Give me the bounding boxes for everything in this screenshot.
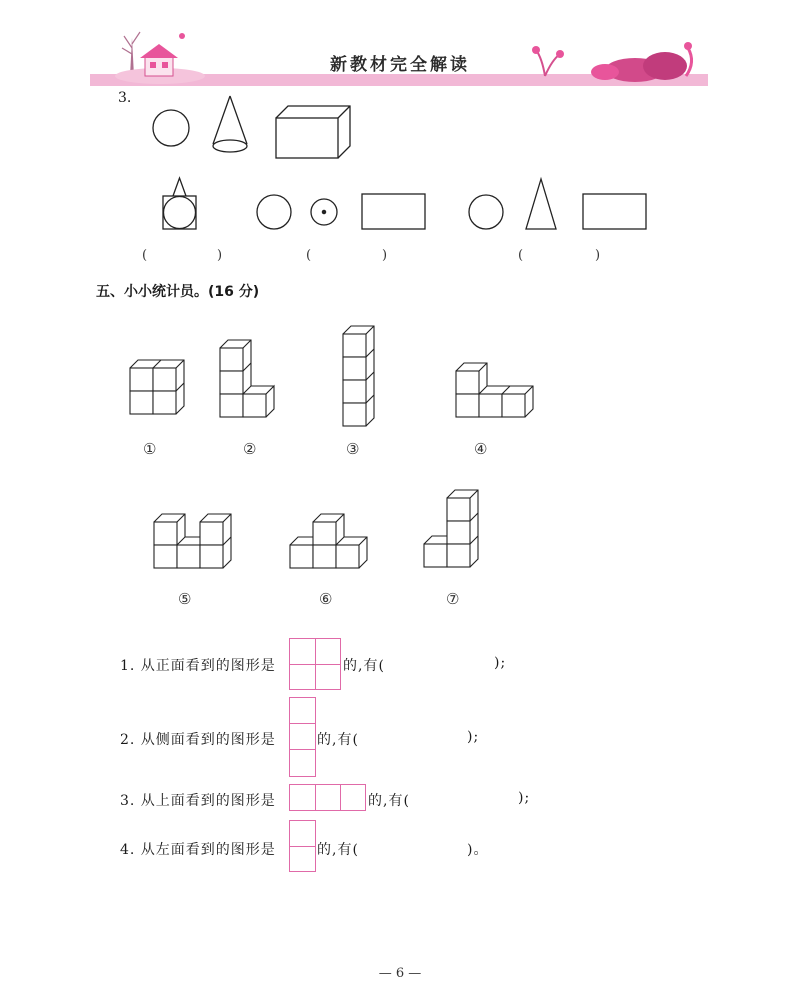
sphere-shape — [153, 110, 189, 146]
item-1-grid-2x2 — [289, 638, 341, 690]
item-3-close: ); — [518, 790, 531, 806]
figure-label-2: ② — [243, 440, 257, 458]
item-2-suffix: 的,有( — [317, 732, 359, 748]
view-group-3 — [469, 179, 646, 229]
header-title: 新教材完全解读 — [330, 55, 470, 75]
item-1-suffix: 的,有( — [343, 658, 385, 674]
figure-label-1: ① — [143, 440, 157, 458]
answer-blank-2-close: ) — [382, 248, 388, 263]
answer-blank-3-close: ) — [595, 248, 601, 263]
item-2-grid-3x1 — [289, 697, 316, 777]
question-3-number: 3. — [118, 90, 132, 106]
item-4-suffix: 的,有( — [317, 842, 359, 858]
answer-blank-2-open: ( — [306, 248, 312, 263]
cuboid-shape — [276, 106, 350, 158]
figure-label-7: ⑦ — [446, 590, 460, 608]
item-2-prefix: 2. 从侧面看到的图形是 — [120, 732, 276, 748]
figure-label-4: ④ — [474, 440, 488, 458]
cone-shape — [213, 96, 247, 152]
item-1-prefix: 1. 从正面看到的图形是 — [120, 658, 276, 674]
item-3-grid-1x3 — [289, 784, 366, 811]
cube-figures — [120, 318, 560, 618]
section-5-title: 五、小小统计员。(16 分) — [96, 284, 260, 300]
cube-figure-7 — [424, 490, 478, 567]
figure-label-5: ⑤ — [178, 590, 192, 608]
answer-blank-3-open: ( — [518, 248, 524, 263]
view-group-2 — [257, 194, 425, 229]
cube-figure-6 — [290, 514, 367, 568]
item-4-grid-2x1 — [289, 820, 316, 872]
figure-label-6: ⑥ — [319, 590, 333, 608]
item-3-prefix: 3. 从上面看到的图形是 — [120, 793, 276, 809]
item-3-suffix: 的,有( — [368, 793, 410, 809]
cube-figure-4 — [456, 363, 533, 417]
item-4-close: )。 — [467, 842, 489, 858]
answer-blank-1-open: ( — [142, 248, 148, 263]
answer-blank-1-close: ) — [217, 248, 223, 263]
figure-label-3: ③ — [346, 440, 360, 458]
item-2-close: ); — [467, 729, 480, 745]
view-group-1 — [163, 178, 196, 229]
cube-figure-5 — [154, 514, 231, 568]
cube-figure-1 — [130, 360, 184, 414]
page-number: — 6 — — [378, 966, 422, 981]
cube-figure-2 — [220, 340, 274, 417]
question-3-figure — [140, 90, 660, 270]
cube-figure-3 — [343, 326, 374, 426]
item-1-close: ); — [494, 655, 507, 671]
item-4-prefix: 4. 从左面看到的图形是 — [120, 842, 276, 858]
